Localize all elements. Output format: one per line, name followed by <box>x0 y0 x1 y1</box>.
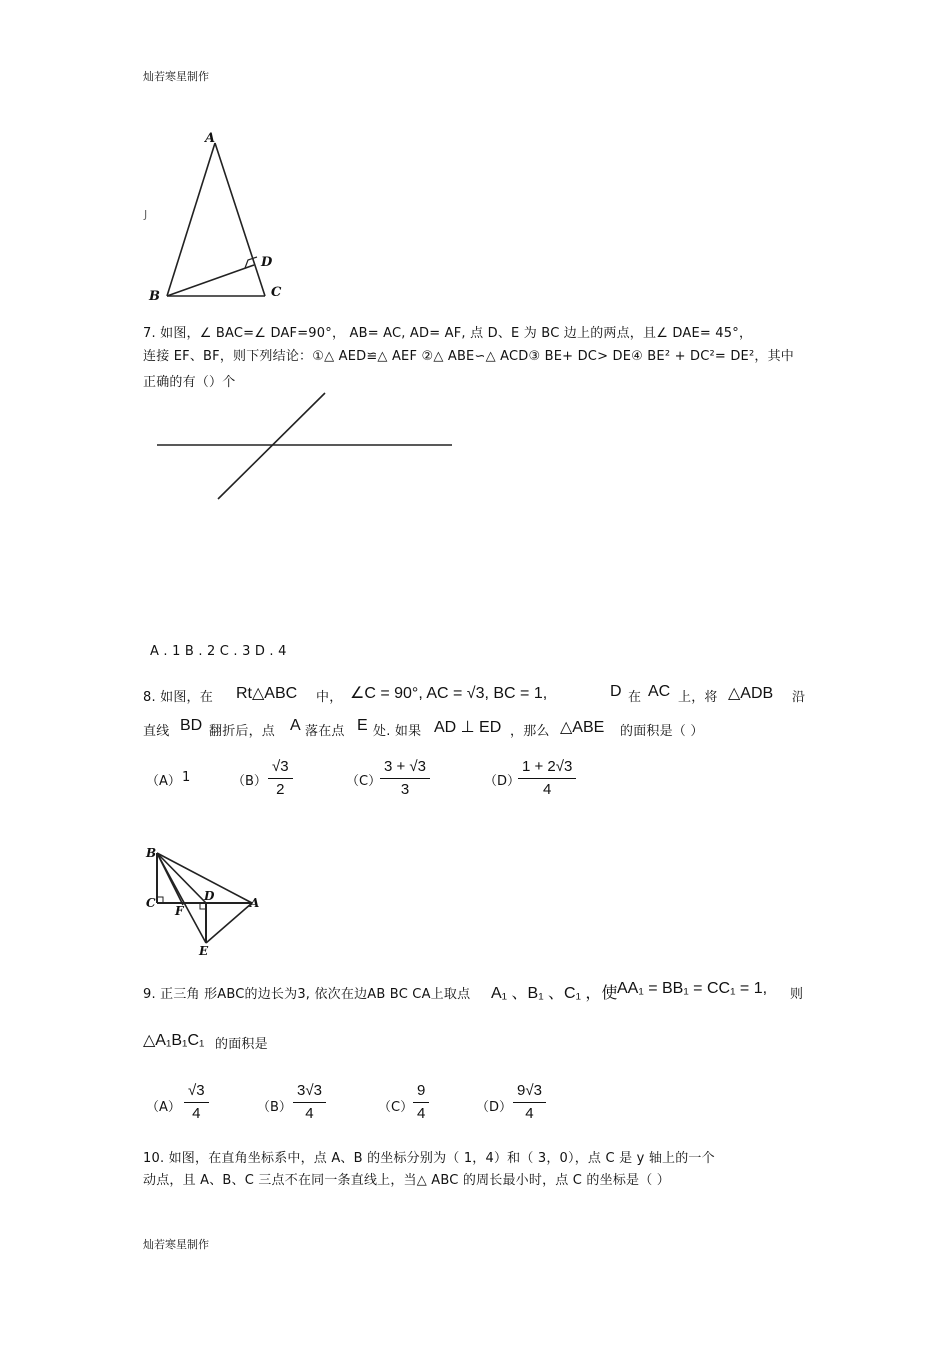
fig8-label-c: C <box>146 896 156 910</box>
q8-area: 的面积是（ ） <box>620 724 704 739</box>
denominator: 3 <box>400 781 410 798</box>
numerator: √3 <box>268 756 293 779</box>
q8-rt-triangle: Rt△ABC <box>236 685 298 702</box>
denominator: 4 <box>192 1105 201 1122</box>
page-header: 灿若寒星制作 <box>143 70 209 83</box>
q8-bd: BD <box>180 717 203 734</box>
numerator: 9 <box>413 1080 429 1103</box>
intersecting-lines-figure-q7 <box>150 388 460 508</box>
q8-opt-d-label: （D） <box>484 774 521 789</box>
q9-condition: AA₁ = BB₁ = CC₁ = 1, <box>617 980 768 997</box>
q8-luo: 落在点 <box>305 724 345 739</box>
q9-opt-c-fraction <box>413 1080 429 1125</box>
fig6-label-d: D <box>261 255 273 270</box>
q10-line2: 动点，且 A、B、C 三点不在同一条直线上，当△ ABC 的周长最小时，点 C 的坐标是（ ） <box>143 1173 670 1188</box>
q8-chu: 处. 如果 <box>373 724 422 739</box>
q8-opt-c-label: （C） <box>346 774 382 789</box>
q8-tri-adb: △ADB <box>728 685 774 702</box>
q8-opt-a-value: 1 <box>182 770 191 785</box>
q9-opt-d-fraction <box>513 1080 546 1125</box>
q8-opt-d-fraction <box>518 756 576 801</box>
q9-triangle: △A₁B₁C₁ <box>143 1032 205 1049</box>
q9-opt-a-label: （A） <box>146 1100 181 1115</box>
q9-opt-b-label: （B） <box>257 1100 292 1115</box>
fig8-label-e: E <box>199 944 209 958</box>
fig6-label-b: B <box>149 289 160 304</box>
denominator: 4 <box>305 1105 314 1122</box>
numerator: 3√3 <box>293 1080 326 1103</box>
q8-zhong: 中， <box>316 690 343 705</box>
q8-fold: 翻折后，点 <box>209 724 276 739</box>
q10-line1: 10. 如图，在直角坐标系中，点 A、B 的坐标分别为（ 1，4）和（ 3，0），点 C 是 y 轴上的一个 <box>143 1151 715 1166</box>
q8-opt-b-label: （B） <box>232 774 267 789</box>
fig8-label-a: A <box>250 896 260 910</box>
q7-line2: 连接 EF、BF，则下列结论：①△ AED≌△ AEF ②△ ABE∽△ ACD③ BE+ DC> DE④ BE² + DC²= DE²，其中 <box>143 349 794 364</box>
numerator: 3 + √3 <box>380 756 430 779</box>
denominator: 4 <box>525 1105 534 1122</box>
q9-opt-c-label: （C） <box>378 1100 414 1115</box>
q7-line1: 7. 如图，∠ BAC=∠ DAF=90°， AB= AC, AD= AF, 点 D、E 为 BC 边上的两点，且∠ DAE= 45°， <box>143 326 753 341</box>
q8-line1a: 8. 如图，在 <box>143 690 213 705</box>
q8-yan: 沿 <box>792 690 806 705</box>
fig6-label-c: C <box>271 285 282 300</box>
q9-opt-a-fraction <box>184 1080 209 1125</box>
triangle-figure-q6 <box>140 128 300 308</box>
q8-shang: 上，将 <box>678 690 718 705</box>
fig8-label-b: B <box>146 846 157 860</box>
denominator: 4 <box>417 1105 426 1122</box>
q7-answers: A . 1 B . 2 C . 3 D . 4 <box>150 644 287 659</box>
numerator: √3 <box>184 1080 209 1103</box>
q8-opt-b-fraction <box>268 756 293 801</box>
q8-line2a: 直线 <box>143 724 170 739</box>
fig8-label-d: D <box>204 889 215 903</box>
q9-ze: 则 <box>790 987 804 1002</box>
q8-condition: ∠C = 90°, AC = √3, BC = 1, <box>350 685 548 702</box>
q8-point-e: E <box>357 717 368 734</box>
q8-point-a: A <box>290 717 301 734</box>
denominator: 2 <box>276 781 285 798</box>
numerator: 9√3 <box>513 1080 546 1103</box>
q8-point-d: D <box>610 683 622 700</box>
q8-opt-a-label: （A） <box>146 774 181 789</box>
fig6-label-a: A <box>205 131 216 146</box>
q8-tri-abe: △ABE <box>560 719 605 736</box>
page-footer: 灿若寒星制作 <box>143 1238 209 1251</box>
q9-line1a: 9. 正三角 形ABC的边长为3, 依次在边AB BC CA上取点 <box>143 987 471 1002</box>
q9-points: A₁ 、B₁ 、C₁ ，使 <box>491 985 618 1002</box>
q8-perp: AD ⊥ ED <box>434 719 502 736</box>
q9-area: 的面积是 <box>215 1037 268 1052</box>
q8-name: ，那么 <box>510 724 550 739</box>
denominator: 4 <box>543 781 552 798</box>
q8-ac: AC <box>648 683 671 700</box>
q9-opt-d-label: （D） <box>476 1100 513 1115</box>
q9-opt-b-fraction <box>293 1080 326 1125</box>
q7-line3: 正确的有（）个 <box>143 375 236 390</box>
numerator: 1 + 2√3 <box>518 756 576 779</box>
q8-opt-c-fraction <box>380 756 430 801</box>
fig6-stray-mark: J <box>144 208 148 221</box>
fig8-label-f: F <box>175 904 184 918</box>
q8-zai: 在 <box>628 690 642 705</box>
